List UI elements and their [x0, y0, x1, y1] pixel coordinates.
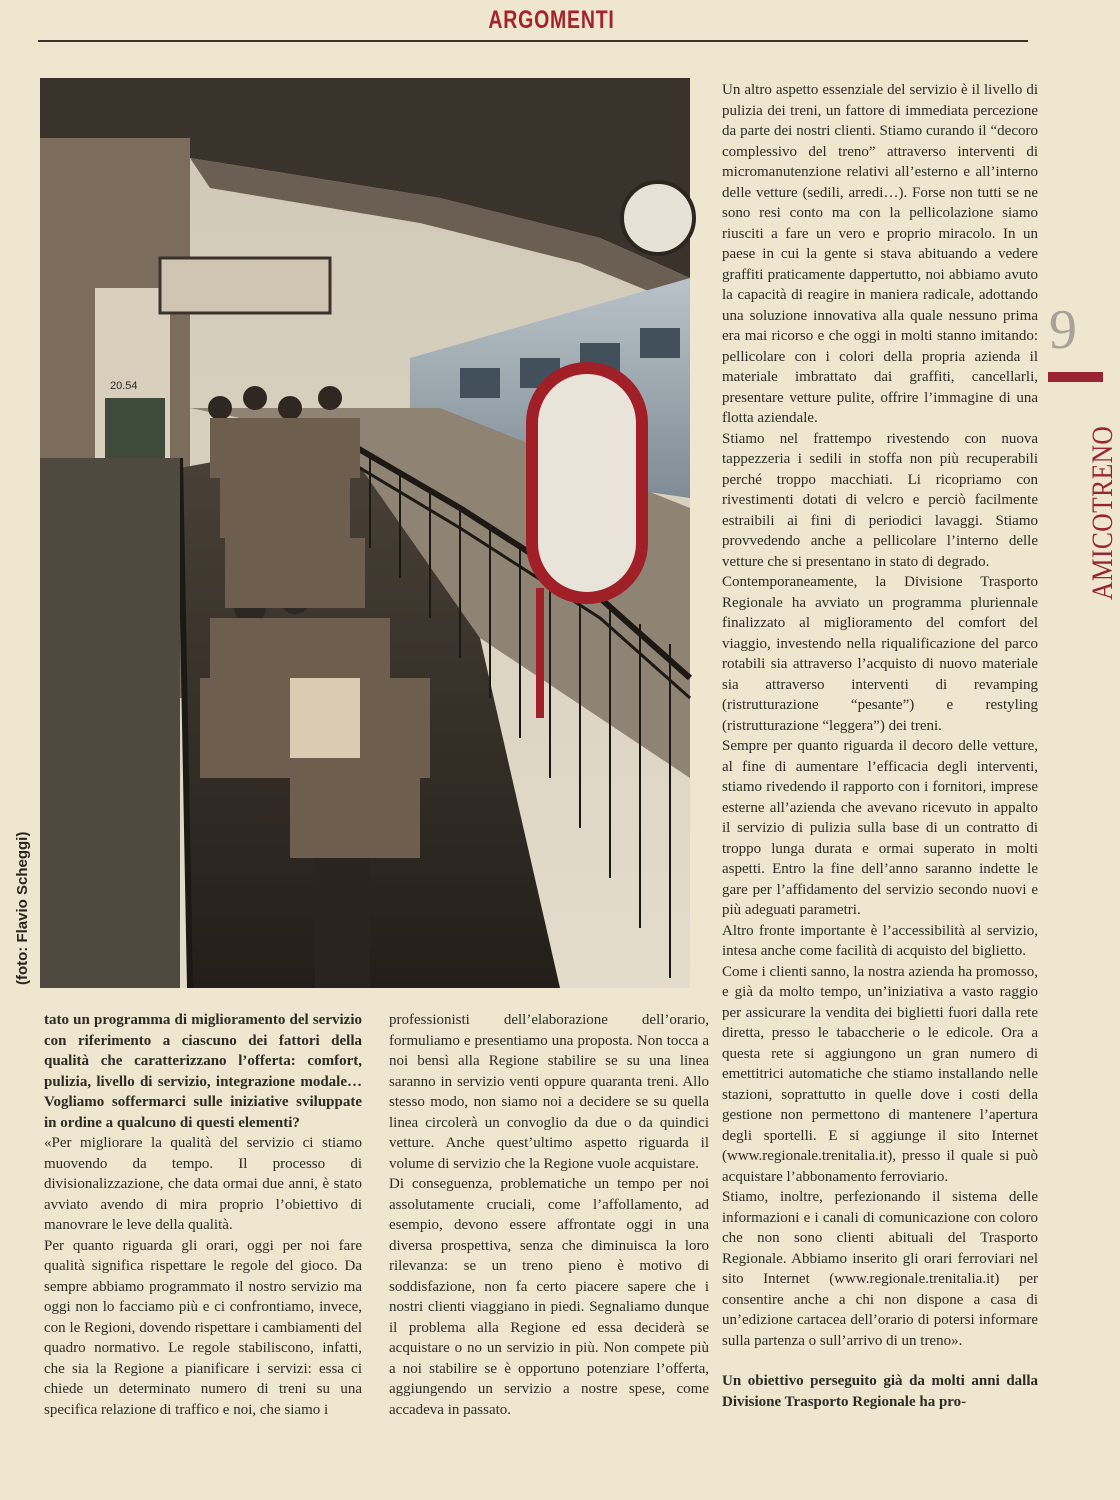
paragraph: Sempre per quanto riguarda il decoro delle vetture, al fine di aumentare l’efficacia degli interventi, stiamo rivedendo il rapporto con i fornitori, imprese esterne all’azienda che avevano ricevuto in appalto il servizio di pulizia sulla base di un contratto di troppo lunga durata e ormai superato in molti aspetti. Entro la fine dell’anno saranno indette le gare per l’affidamento del servizio secondo nuovi e più adeguati parametri. — [722, 738, 1038, 918]
paragraph: professionisti dell’elaborazione dell’orario, formuliamo e presentiamo una proposta. Non tocca a noi bensì alla Regione stabilire se su una linea saranno in servizio venti oppure quaranta treni. Allo stesso modo, non siamo noi a decidere se su quella linea circolerà un convoglio da due o da quindici vetture. Anche quest’ultimo aspetto riguarda il volume di servizio che la Regione vuole acquistare. — [389, 1012, 709, 1172]
article-column-a — [44, 1010, 362, 1420]
header-rule — [38, 40, 1028, 42]
accent-bar — [1048, 372, 1103, 382]
magazine-name — [1086, 395, 1120, 600]
article-column-b — [389, 1010, 709, 1420]
paragraph: Un altro aspetto essenziale del servizio è il livello di pulizia dei treni, un fattore di immediata percezione da parte dei nostri clienti. Stiamo curando il “decoro complessivo del treno” attraverso interventi di micromanutenzione relativi all’esterno e all’interno delle vetture (sedili, arredi…). Forse non tutti se ne sono resi conto ma con la pellicolazione siamo riusciti a fare un vero e proprio miracolo. In un paese in cui la gente si stava abituando a vedere graffiti praticamente dappertutto, noi abbiamo avuto la capacità di reagire in maniera radicale, adottando una soluzione innovativa alla quale nessuno prima era mai ricorso e che oggi in molti stanno imitando: pellicolare con i colori della propria azienda il materiale imbrattato dai graffiti, cancellarli, presentare vetture pulite, offrire l’immagine di una flotta aziendale. — [722, 82, 1038, 426]
interview-question: Un obiettivo perseguito già da molti anni dalla Divisione Trasporto Regionale ha pro- — [722, 1373, 1038, 1410]
station-photo — [40, 78, 690, 988]
paragraph: Come i clienti sanno, la nostra azienda ha promosso, e già da molto tempo, un’iniziativa a vasto raggio per assicurare la vendita dei biglietti fuori dalla rete diretta, presso le tabaccherie o le edicole. Ora a questa rete si aggiungono un gran numero di emettitrici automatiche che stiamo installando nelle stazioni, soprattutto in quelle dove i costi della gestione non permettono di mantenere l’apertura degli sportelli. E si aggiunge il sito Internet (www.regionale.trenitalia.it), presso il quale si può acquistare l’abbonamento ferroviario. — [722, 963, 1038, 1185]
paragraph: Per quanto riguarda gli orari, oggi per noi fare qualità significa rispettare le regole del gioco. Da sempre abbiamo programmato il nostro servizio ma oggi non lo facciamo più e ci confrontiamo, invece, con le Regioni, dovendo rispettare i cambiamenti del quadro normativo. Le regole stabiliscono, infatti, che sia la Regione a pianificare i servizi: essa ci chiede un determinato numero di treni su una specifica relazione di traffico e noi, che siamo i — [44, 1237, 362, 1418]
sign-text: 20.54 — [110, 380, 138, 392]
page-number: 9 — [1049, 299, 1077, 361]
section-title: ARGOMENTI — [488, 6, 615, 34]
paragraph: Stiamo, inoltre, perfezionando il sistema delle informazioni e i canali di comunicazione con coloro che non sono clienti abituali del Trasporto Regionale. Abbiamo inserito gli orari ferroviari nel sito Internet (www.regionale.trenitalia.it) per consentire anche a chi non dispone a casa di un’edizione cartacea dell’orario di potersi informare sulla partenza o sull’arrivo di un treno». — [722, 1189, 1038, 1349]
paragraph: «Per migliorare la qualità del servizio ci stiamo muovendo da tempo. Il processo di divisionalizzazione, che data ormai due anni, è stato avviato avendo di mira proprio l’obiettivo di manovrare le leve della qualità. — [44, 1135, 362, 1233]
article-column-right — [722, 80, 1038, 1412]
clock-icon — [622, 182, 694, 254]
paragraph: Stiamo nel frattempo rivestendo con nuova tappezzeria i sedili in stoffa non più recuperabili perché troppo macchiati. Li ricopriamo con rivestimenti dotati di velcro e perciò facilmente estraibili ai fini di periodici lavaggi. Stiamo provvedendo anche a pellicolare l’interno delle vetture che si presentano in stato di degrado. — [722, 430, 1038, 570]
paragraph: Contemporaneamente, la Divisione Trasporto Regionale ha avviato un programma pluriennale finalizzato al miglioramento del comfort del viaggio, investendo nella riqualificazione del parco rotabili sia attraverso l’acquisto di nuovo materiale sia attraverso interventi di revamping (ristrutturazione “pesante”) e restyling (ristrutturazione “leggera”) dei treni. — [722, 574, 1038, 734]
paragraph: Di conseguenza, problematiche un tempo per noi assolutamente cruciali, come l’affollamento, ad esempio, devono essere affrontate oggi in una diversa prospettiva, senza che diminuisca la loro rilevanza: se un treno pieno è motivo di soddisfazione, non fa certo piacere sapere che i nostri clienti viaggiano in piedi. Segnaliamo dunque il problema alla Regione ed essa deciderà se acquistare o no un servizio in più. Non compete più a noi stabilire se è opportuno potenziare l’offerta, aggiungendo un servizio a nostre spese, come accadeva in passato. — [389, 1176, 709, 1418]
paragraph: Altro fronte importante è l’accessibilità al servizio, intesa anche come facilità di acquisto del biglietto. — [722, 922, 1038, 959]
photo-credit: (foto: Flavio Scheggi) — [14, 831, 31, 985]
magazine-name-text: AMICOTRENO — [1086, 425, 1119, 600]
interview-question: tato un programma di miglioramento del servizio con riferimento a ciascuno dei fattori della qualità che caratterizzano l’offerta: comfort, pulizia, livello di servizio, integrazione modale… Vogliamo soffermarci sulle iniziative sviluppate in ordine a qualcuno di questi elementi? — [44, 1012, 362, 1131]
